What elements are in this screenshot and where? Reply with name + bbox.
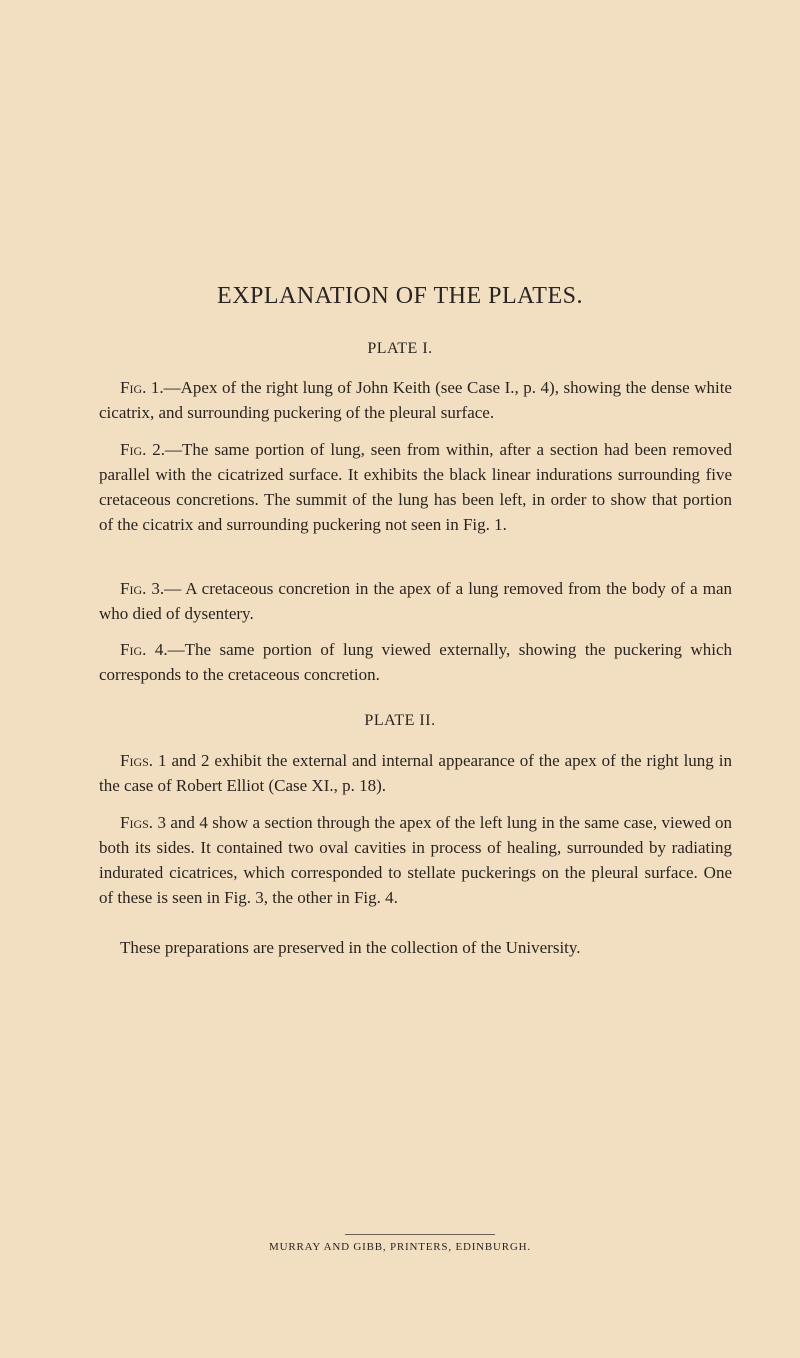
plate-2-figs-3-4 [99, 810, 732, 910]
fig-label: Figs. [120, 813, 154, 832]
plate-1-fig-1 [99, 375, 732, 425]
page-title: EXPLANATION OF THE PLATES. [217, 283, 583, 309]
plate-1-heading: PLATE I. [367, 340, 433, 357]
plate-1-fig-4 [99, 637, 732, 687]
fig-text: —Apex of the right lung of John Keith (see Case I., p. 4), showing the dense white cicatrix, and surrounding puckering of the pleural surface. [99, 378, 732, 422]
fig-label: Fig. 3. [120, 579, 165, 598]
fig-label: Figs. [120, 751, 154, 770]
plate-2-note [99, 935, 732, 960]
fig-text: —The same portion of lung viewed externally, showing the puckering which corresponds to the cretaceous concretion. [99, 640, 732, 684]
plate-2-heading: PLATE II. [364, 712, 436, 729]
fig-text: — A cretaceous concretion in the apex of a lung removed from the body of a man who died of dysentery. [99, 579, 732, 623]
fig-text: 3 and 4 show a section through the apex of the left lung in the same case, viewed on both its sides. It contained two oval cavities in process of healing, surrounded by radiating indurated cicatrices, which corresponded to stellate puckerings on the pleural surface. One of these is seen in Fig. 3, the other in Fig. 4. [99, 813, 732, 907]
fig-label: Fig. 2. [120, 440, 166, 459]
fig-text: —The same portion of lung, seen from within, after a section had been removed parallel with the cicatrized surface. It exhibits the black linear indurations surrounding five cretaceous concretions. The summit of the lung has been left, in order to show that portion of the cicatrix and surrounding puckering not seen in Fig. 1. [99, 440, 732, 534]
fig-label: Fig. 1. [120, 378, 164, 397]
plate-1-fig-2 [99, 437, 732, 537]
note-text: These preparations are preserved in the collection of the University. [120, 938, 581, 957]
plate-1-fig-3 [99, 576, 732, 626]
fig-text: 1 and 2 exhibit the external and internal appearance of the apex of the right lung in the case of Robert Elliot (Case XI., p. 18). [99, 751, 732, 795]
printer-imprint: MURRAY AND GIBB, PRINTERS, EDINBURGH. [269, 1241, 531, 1253]
plate-2-figs-1-2 [99, 748, 732, 798]
footer-rule [345, 1234, 495, 1235]
fig-label: Fig. 4. [120, 640, 168, 659]
